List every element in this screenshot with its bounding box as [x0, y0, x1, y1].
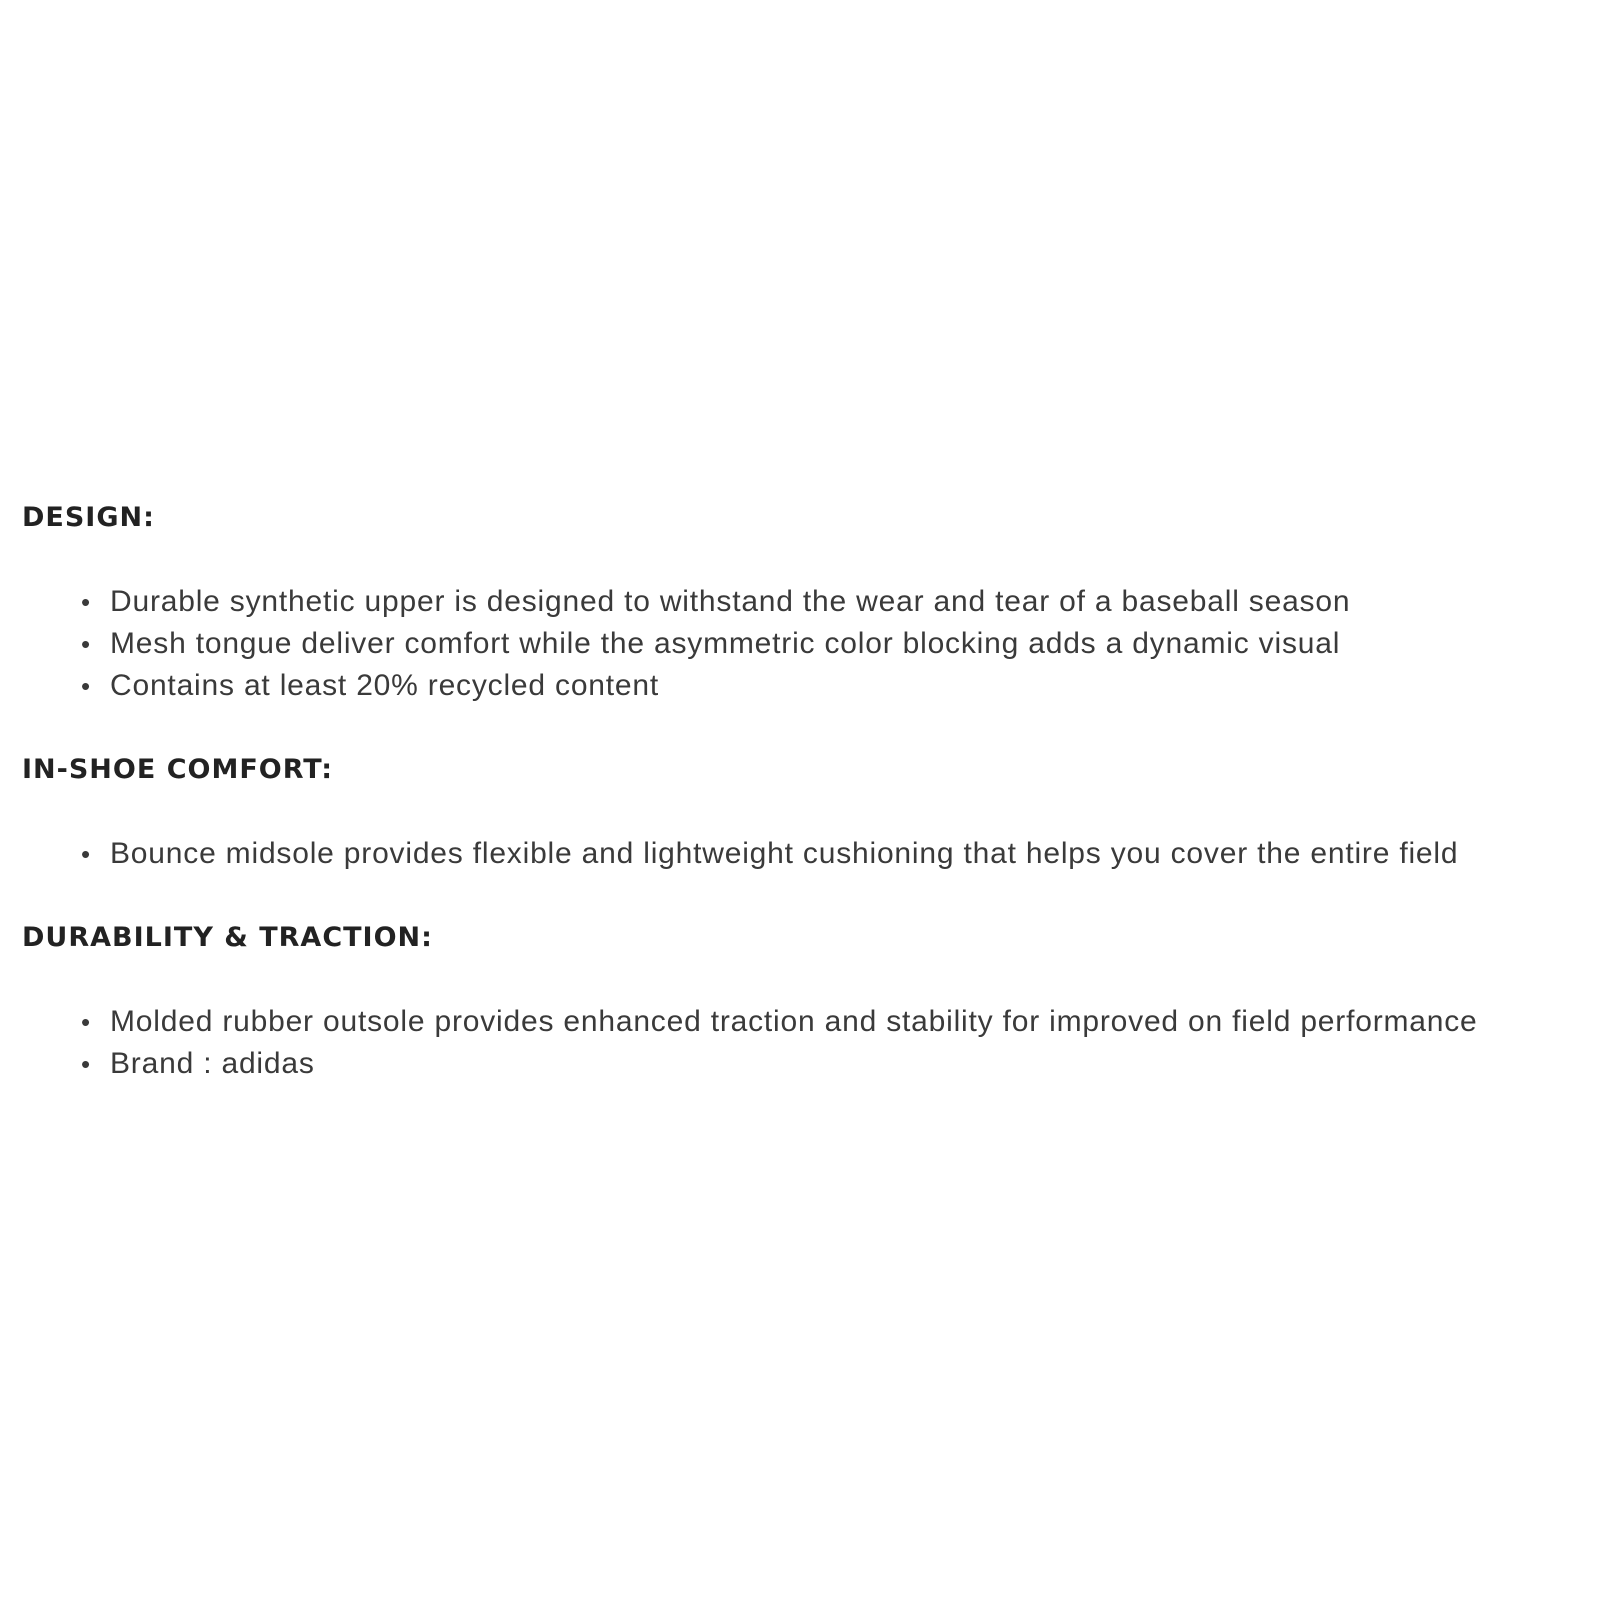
list-item-text: Brand : adidas — [110, 1047, 315, 1080]
list-item-text: Mesh tongue deliver comfort while the asymmetric color blocking adds a dynamic visual — [110, 627, 1341, 660]
bullet-icon: • — [81, 839, 91, 869]
comfort-feature-list — [22, 833, 1592, 875]
product-description — [22, 498, 1592, 1085]
section-heading-in-shoe-comfort: IN-SHOE COMFORT: — [22, 754, 334, 785]
bullet-icon: • — [81, 671, 91, 701]
bullet-icon: • — [81, 587, 91, 617]
list-item-text: Molded rubber outsole provides enhanced traction and stability for improved on field performance — [110, 1005, 1478, 1038]
list-item-text: Durable synthetic upper is designed to withstand the wear and tear of a baseball season — [110, 585, 1351, 618]
list-item — [78, 1043, 1592, 1085]
list-item-text: Contains at least 20% recycled content — [110, 669, 660, 702]
list-item — [78, 833, 1592, 875]
list-item — [78, 1001, 1592, 1043]
bullet-icon: • — [81, 1049, 91, 1079]
list-item — [78, 665, 1592, 707]
list-item-text: Bounce midsole provides flexible and lightweight cushioning that helps you cover the entire field — [110, 837, 1459, 870]
list-item — [78, 581, 1592, 623]
section-heading-design: DESIGN: — [22, 502, 155, 533]
design-feature-list — [22, 581, 1592, 707]
list-item — [78, 623, 1592, 665]
durability-feature-list — [22, 1001, 1592, 1085]
section-heading-durability-traction: DURABILITY & TRACTION: — [22, 922, 433, 953]
bullet-icon: • — [81, 629, 91, 659]
bullet-icon: • — [81, 1007, 91, 1037]
